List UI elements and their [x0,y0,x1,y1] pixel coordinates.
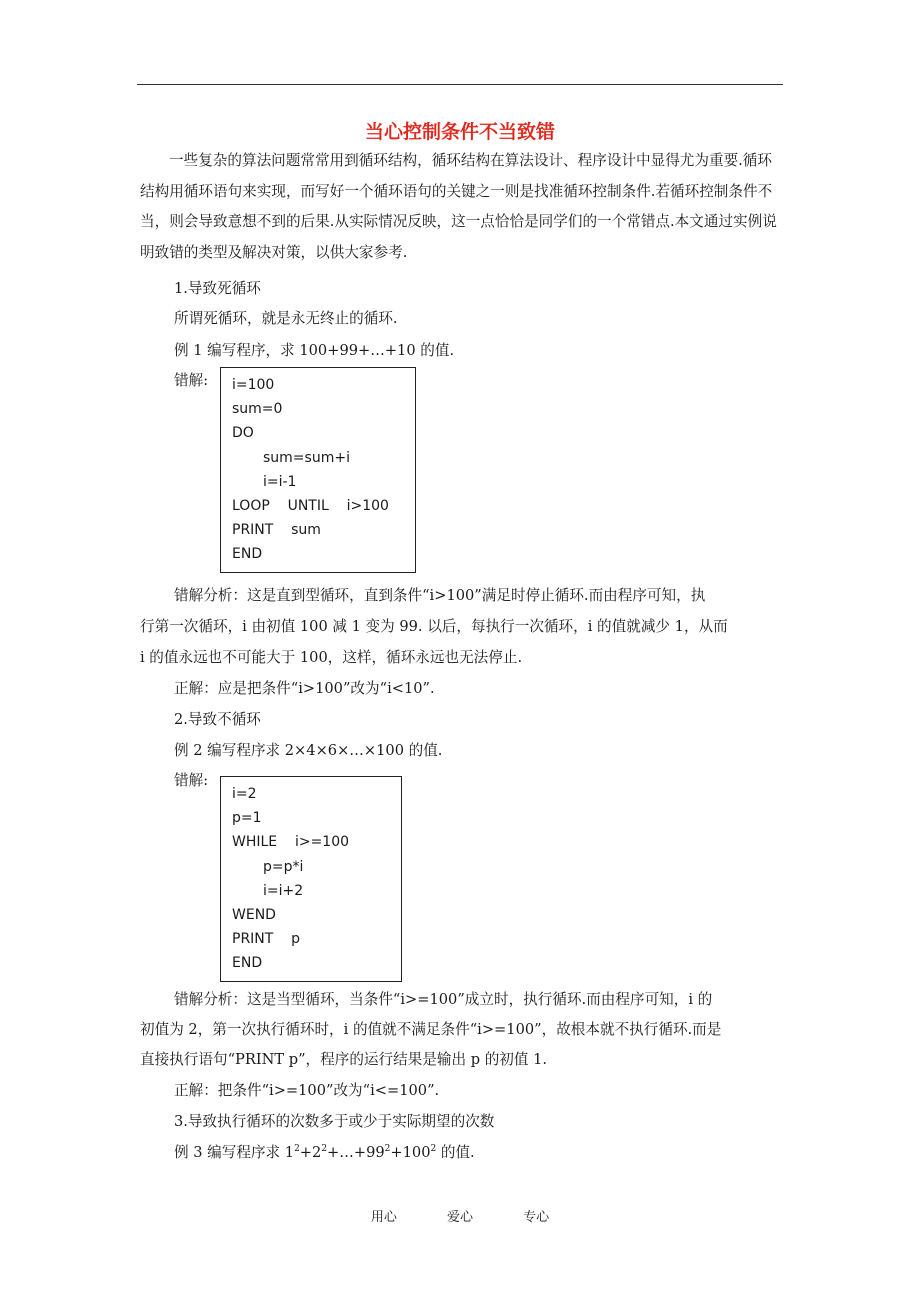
analysis2-line2: 初值为 2，第一次执行循环时，i 的值就不满足条件“i>=100”，故根本就不执行循环.而是 [140,1021,722,1038]
code-line: i=i+2 [263,883,304,899]
code-line: i=2 [232,786,257,802]
code-line: i=i-1 [263,474,297,490]
page-footer [0,1206,920,1225]
analysis2-line3: 直接执行语句“PRINT p”，程序的运行结果是输出 p 的初值 1. [140,1051,548,1068]
footer-item: 爱心 [446,1210,473,1225]
header-rule [137,84,783,85]
example3-statement: 例 3 编写程序求 $1^2+2^2+\dots+99^2+100^2$ 的值. [174,1144,475,1161]
code-line: DO [232,425,254,441]
wrong-solution-label-1: 错解: [174,372,209,389]
code-line: PRINT p [232,931,301,947]
code-line: WEND [232,907,276,923]
code-box-2 [220,776,402,982]
correct-solution-1: 正解：应是把条件“i>100”改为“i<10”. [174,680,435,697]
code-line: sum=0 [232,401,283,417]
analysis1-line1: 错解分析：这是直到型循环，直到条件“i>100”满足时停止循环.而由程序可知，执 [174,587,706,604]
analysis2-line1: 错解分析：这是当型循环，当条件“i>=100”成立时，执行循环.而由程序可知，i 的 [174,991,713,1008]
code-line: END [232,955,263,971]
code-line: p=p*i [263,859,304,875]
section1-definition: 所谓死循环，就是永无终止的循环. [174,310,398,327]
example2-statement: 例 2 编写程序求 2×4×6×…×100 的值. [174,742,443,759]
section2-heading: 2.导致不循环 [174,711,261,728]
code-line: sum=sum+i [263,450,350,466]
page-title: 当心控制条件不当致错 [364,121,555,143]
code-line: LOOP UNTIL i>100 [232,498,389,514]
intro-paragraph: 一些复杂的算法问题常常用到循环结构，循环结构在算法设计、程序设计中显得尤为重要.循环结构用循环语句来实现，而写好一个循环语句的关键之一则是找准循环控制条件.若循环控制条件不当，则会导致意想不到的后果.从实际情况反映，这一点恰恰是同学们的一个常错点.本文通过实例说明致错的类型及解决对策，以供大家参考. [140,152,777,261]
footer-item: 用心 [370,1210,397,1225]
code-line: PRINT sum [232,522,321,538]
code-line: i=100 [232,377,275,393]
footer-item: 专心 [523,1210,550,1225]
section3-heading: 3.导致执行循环的次数多于或少于实际期望的次数 [174,1113,495,1130]
wrong-solution-label-2: 错解: [174,772,209,789]
code-box-1 [220,367,416,573]
example1-statement: 例 1 编写程序，求 100+99+…+10 的值. [174,342,455,359]
correct-solution-2: 正解：把条件“i>=100”改为“i<=100”. [174,1082,440,1099]
analysis1-line2: 行第一次循环，i 由初值 100 减 1 变为 99. 以后，每执行一次循环，i 的值就减少 1，从而 [140,618,728,635]
analysis1-line3: i 的值永远也不可能大于 100，这样，循环永远也无法停止. [140,649,523,666]
code-line: p=1 [232,810,262,826]
code-line: END [232,546,263,562]
section1-heading: 1.导致死循环 [174,280,261,297]
code-line: WHILE i>=100 [232,834,350,850]
